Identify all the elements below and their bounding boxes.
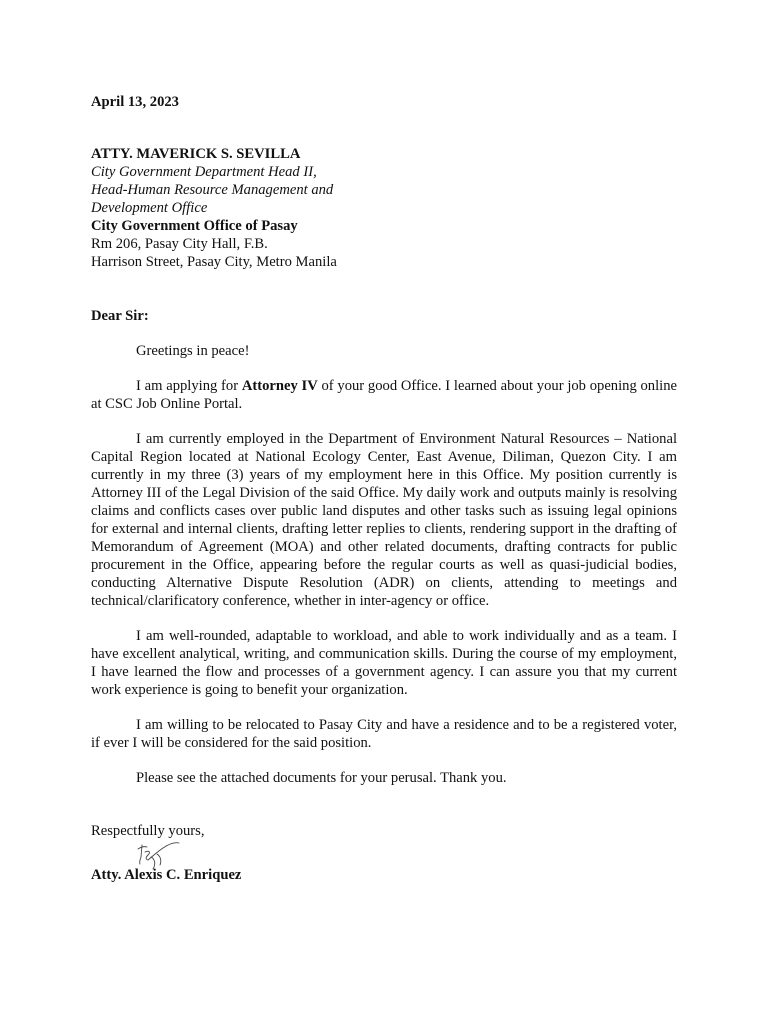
- paragraph-application-rest: of your good Office. I learned about your job opening online at CSC Job Online Portal.: [91, 378, 677, 412]
- signer-name: Atty. Alexis C. Enriquez: [91, 867, 242, 883]
- paragraph-application-lead: I am applying for: [136, 378, 242, 394]
- paragraph-employment: I am currently employed in the Department of Environment Natural Resources – National Capital Region located at National Ecology Center, East Avenue, Diliman, Quezon City. I am currently in my three (3) years of my employment here in this Office. My position currently is Attorney III of the Legal Division of the said Office. My daily work and outputs mainly is resolving claims and conflicts cases over public land disputes and other tasks such as issuing legal opinions for external and internal clients, drafting letter replies to clients, rendering support in the drafting of Memorandum of Agreement (MOA) and other related documents, drafting contracts for public procurement in the Office, appearing before the regular courts as well as quasi-judicial bodies, conducting Alternative Dispute Resolution (ADR) on clients, attending to meetings and technical/clarificatory conference, whether in inter-agency or office.: [91, 431, 677, 609]
- recipient-name: ATTY. MAVERICK S. SEVILLA: [91, 146, 301, 162]
- recipient-address-line-1: Rm 206, Pasay City Hall, F.B.: [91, 236, 268, 252]
- letter-page: [91, 93, 677, 898]
- recipient-address-line-2: Harrison Street, Pasay City, Metro Manila: [91, 254, 337, 270]
- recipient-title-line-2: Head-Human Resource Management and: [91, 182, 334, 198]
- signature-block: [91, 840, 677, 898]
- recipient-title-line-1: City Government Department Head II,: [91, 164, 317, 180]
- greeting: Greetings in peace!: [136, 343, 250, 359]
- paragraph-attachments: Please see the attached documents for your perusal. Thank you.: [136, 770, 507, 786]
- salutation: Dear Sir:: [91, 308, 149, 324]
- closing: Respectfully yours,: [91, 823, 205, 839]
- recipient-title-line-3: Development Office: [91, 200, 208, 216]
- paragraph-application: [91, 377, 677, 413]
- recipient-block: [91, 145, 677, 271]
- recipient-office: City Government Office of Pasay: [91, 218, 298, 234]
- position-applied: Attorney IV: [241, 378, 318, 394]
- paragraph-relocation: I am willing to be relocated to Pasay City and have a residence and to be a registered voter, if ever I will be considered for the said position.: [91, 717, 677, 751]
- letter-date: April 13, 2023: [91, 94, 179, 110]
- paragraph-skills: I am well-rounded, adaptable to workload, and able to work individually and as a team. I have excellent analytical, writing, and communication skills. During the course of my employment, I have learned the flow and processes of a government agency. I can assure you that my current work experience is going to benefit your organization.: [91, 628, 677, 698]
